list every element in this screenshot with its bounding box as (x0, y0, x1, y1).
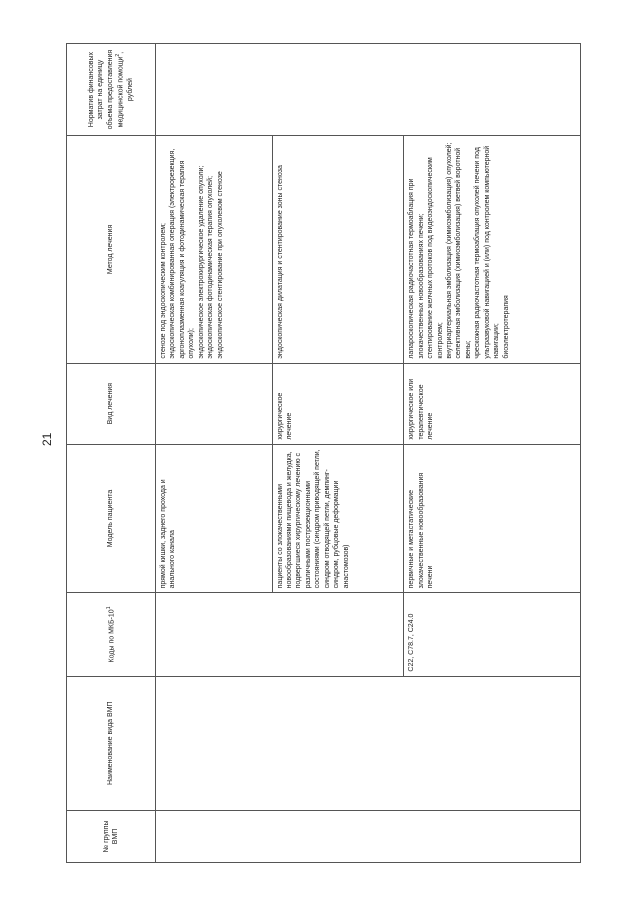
method-line: селективная эмболизация (химиоэмболизация) ветвей воротной вены; (455, 147, 472, 359)
method-line: эндоскопическое стентирование при опухолевом стенозе (216, 171, 224, 359)
header-row (67, 44, 156, 863)
cell-vmp-name (156, 676, 581, 810)
vmp-table (66, 43, 581, 863)
cell-cost (156, 44, 581, 136)
method-line: чрескожная радиочастотная термоаблация опухолей печени под ультразвуковой навигацией и (или) под контролем компьютерной навигации; (474, 145, 501, 359)
cell-group-no (156, 810, 581, 862)
method-line: лапароскопическая радиочастотная термоаблация при злокачественных новообразованиях печени; (408, 178, 425, 359)
header-cost-text: Норматив финансовых затрат на единицу объема предоставления медицинской помощи (87, 49, 125, 130)
header-cost-unit: , рублей (117, 51, 134, 102)
header-treatment-method: Метод лечения (67, 136, 156, 364)
cell-model-2: пациенты со злокачественными новообразованиями пищевода и желудка, подвергшиеся хирургическому лечению с различными пострезекционными состояниями (синдром приводящей петли, синдром отводящей петли, демпинг-синдром, рубцовые деформации анастомозов) (272, 444, 404, 593)
cell-methods-1 (156, 136, 273, 364)
header-patient-model: Модель пациента (67, 444, 156, 593)
cell-type-3: хирургическое или терапевтическое лечение (404, 363, 581, 444)
method-line: эндоскопическое электрохирургическое удаление опухоли; (197, 165, 205, 359)
page-number: 21 (40, 432, 54, 446)
header-treatment-type: Вид лечения (67, 363, 156, 444)
header-icd-sup: 1 (105, 606, 112, 610)
header-cost-sup: 2 (115, 53, 122, 57)
cell-type-2: хирургическое лечение (272, 363, 404, 444)
cell-type-1 (156, 363, 273, 444)
header-cost-norm (67, 44, 156, 136)
document-table-rotated (66, 43, 581, 863)
cell-methods-3 (404, 136, 581, 364)
cell-methods-2 (272, 136, 404, 364)
table-row (156, 44, 273, 863)
method-line: биоэлектротерапия (502, 295, 510, 359)
method-line: эндоскопическая фотодинамическая терапия опухолей; (207, 175, 215, 359)
header-icd-text: Коды по МКБ-10 (107, 609, 115, 663)
cell-codes-3: C22, C78.7, C24.0 (404, 593, 581, 676)
method-line: эндоскопическая комбинированная операция (электрорезекция, аргоноплазменная коагуляция и фотодинамическая терапия опухоли); (169, 148, 196, 359)
header-icd-codes (67, 593, 156, 676)
method-line: внутриартериальная эмболизация (химиоэмболизация) опухолей; (445, 142, 453, 359)
method-line: стенозе под эндоскопическим контролем; (160, 223, 167, 359)
cell-model-3: первичные и метастатические злокачественные новообразования печени (404, 444, 581, 593)
cell-model-1: прямой кишки, заднего прохода и анального канала (156, 444, 273, 593)
header-vmp-name: Наименование вида ВМП (67, 676, 156, 810)
method-line: стентирование желчных протоков под видеоэндоскопическим контролем; (427, 157, 444, 359)
header-group-no: № группы ВМП (67, 810, 156, 862)
cell-codes-1 (156, 593, 404, 676)
method-line: эндоскопическая дилатация и стентирование зоны стеноза (276, 165, 284, 359)
